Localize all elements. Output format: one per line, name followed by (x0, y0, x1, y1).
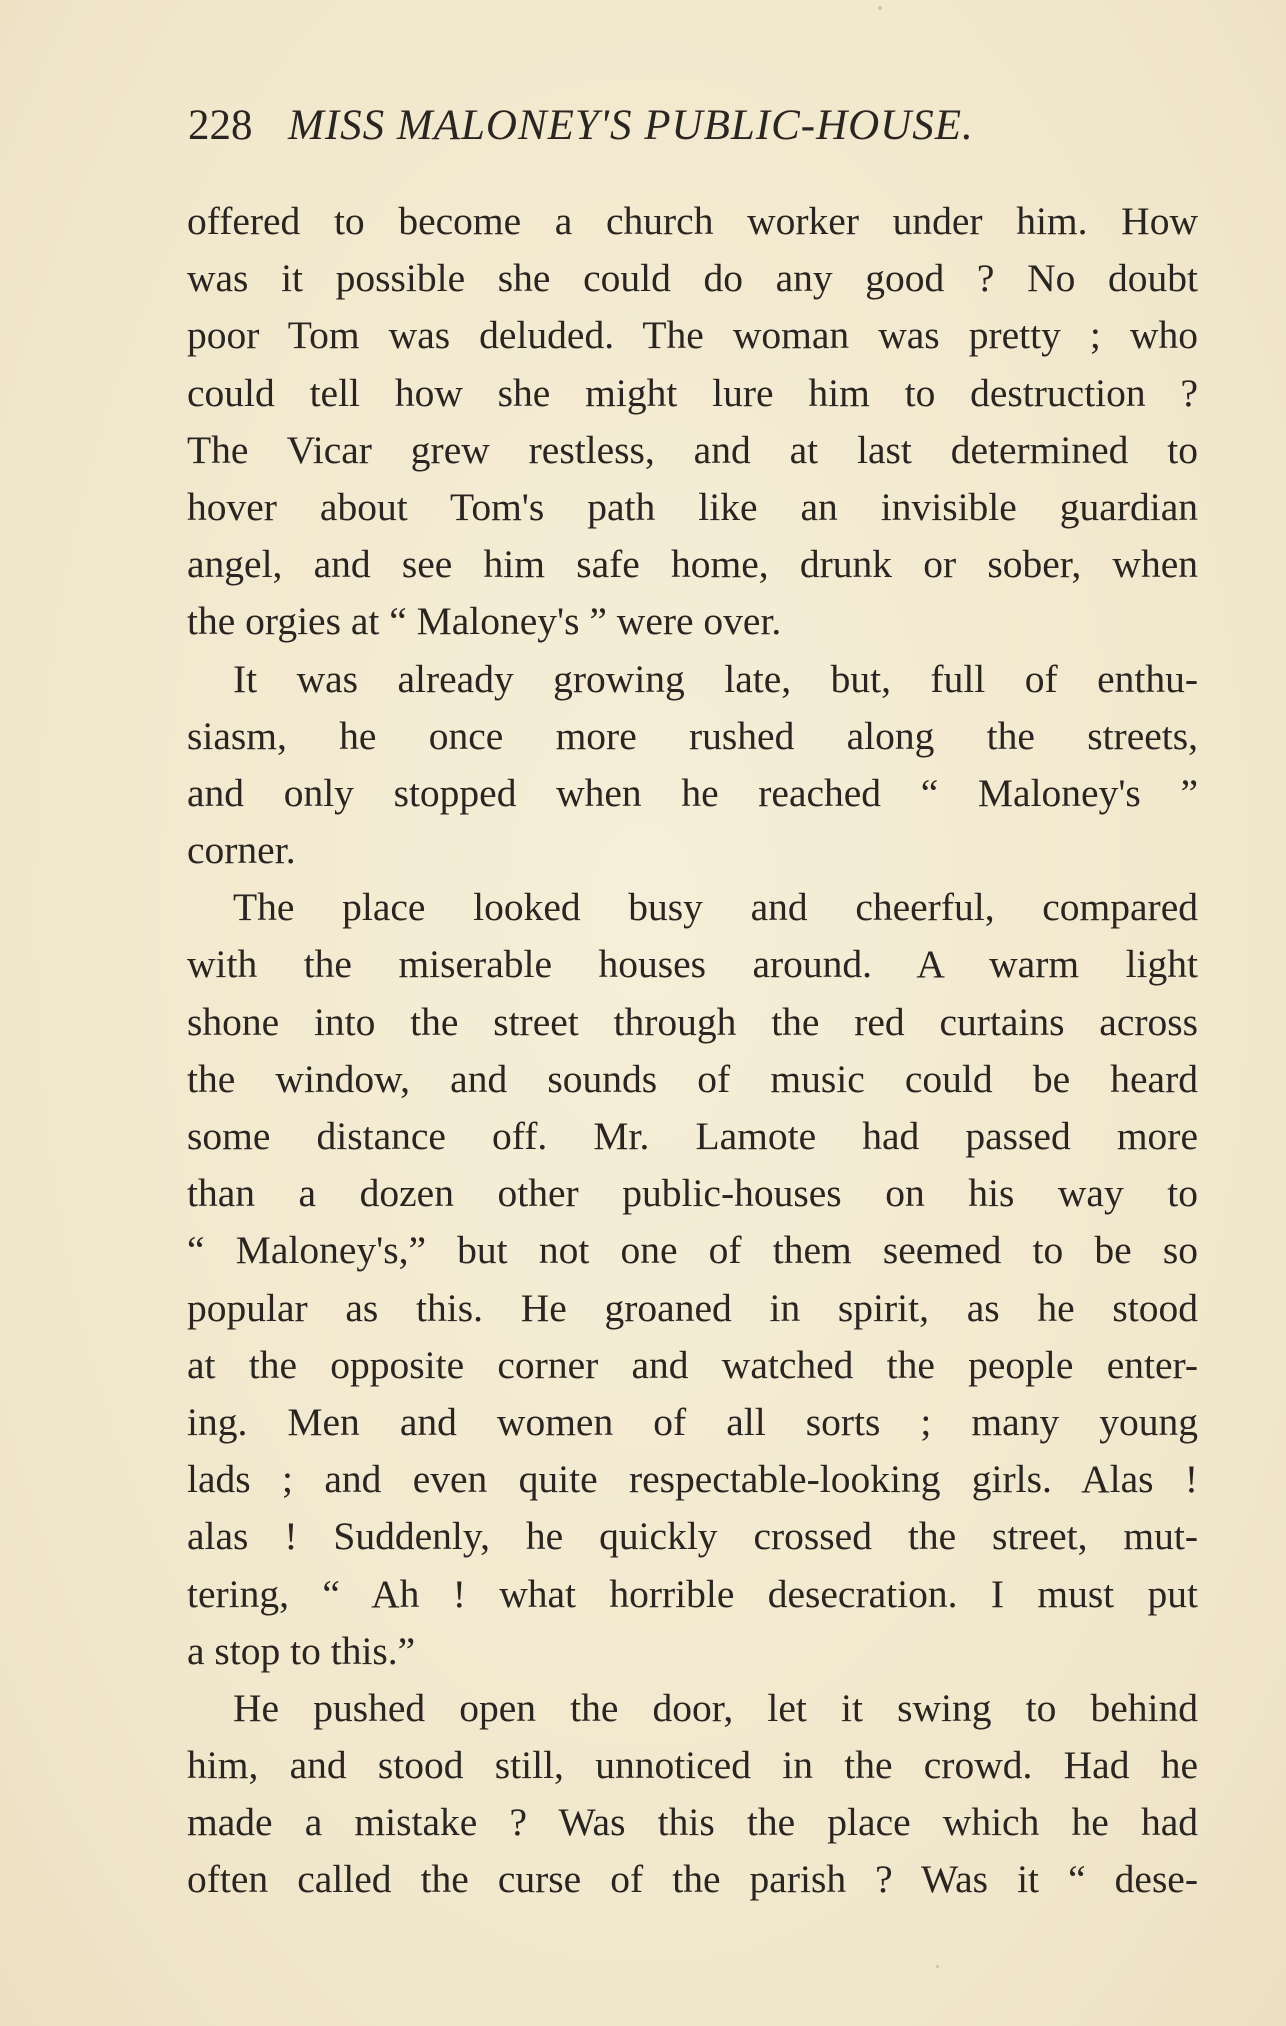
text-line: tering, “ Ah ! what horrible desecration. I must put (187, 1571, 1198, 1616)
text-line: alas ! Suddenly, he quickly crossed the street, mut- (187, 1514, 1198, 1559)
text-line: poor Tom was deluded. The woman was pretty ; who (187, 313, 1198, 358)
paper-spot (878, 6, 882, 10)
text-line: could tell how she might lure him to destruction ? (187, 370, 1198, 415)
text-line: shone into the street through the red curtains across (187, 999, 1198, 1044)
text-line: made a mistake ? Was this the place which he had (187, 1800, 1198, 1845)
text-line: the window, and sounds of music could be heard (187, 1056, 1198, 1101)
text-line: some distance off. Mr. Lamote had passed more (187, 1114, 1198, 1158)
page-number: 228 (188, 102, 253, 149)
running-head (188, 96, 1088, 156)
text-line: often called the curse of the parish ? Was it “ dese- (187, 1857, 1198, 1902)
text-line: at the opposite corner and watched the people enter- (187, 1342, 1198, 1387)
text-line: The Vicar grew restless, and at last determined to (187, 427, 1198, 472)
paragraph-first-line: He pushed open the door, let it swing to behind (233, 1685, 1198, 1730)
running-title: MISS MALONEY'S PUBLIC-HOUSE. (288, 102, 974, 149)
text-line: hover about Tom's path like an invisible guardian (187, 484, 1198, 529)
text-line: popular as this. He groaned in spirit, as he stood (187, 1285, 1198, 1330)
text-line: corner. (187, 828, 296, 873)
text-line: lads ; and even quite respectable-looking girls. Alas ! (187, 1457, 1198, 1502)
text-line: and only stopped when he reached “ Maloney's ” (187, 770, 1198, 815)
text-line: him, and stood still, unnoticed in the crowd. Had he (187, 1743, 1198, 1788)
text-line: siasm, he once more rushed along the streets, (187, 713, 1198, 758)
text-line: ing. Men and women of all sorts ; many young (187, 1399, 1198, 1444)
paper-spot (936, 1965, 939, 1968)
text-line: than a dozen other public-houses on his way to (187, 1171, 1198, 1216)
text-line: angel, and see him safe home, drunk or sober, when (187, 542, 1198, 587)
text-line: a stop to this.” (187, 1628, 416, 1673)
paragraph-first-line: It was already growing late, but, full of enthu- (233, 656, 1198, 701)
text-line: offered to become a church worker under him. How (187, 199, 1198, 243)
text-line: “ Maloney's,” but not one of them seemed to be so (187, 1228, 1198, 1273)
text-line: was it possible she could do any good ? No doubt (187, 256, 1198, 301)
paragraph-first-line: The place looked busy and cheerful, compared (233, 885, 1198, 930)
body-text (187, 193, 1198, 1909)
text-line: with the miserable houses around. A warm light (187, 942, 1198, 987)
text-line: the orgies at “ Maloney's ” were over. (187, 599, 782, 644)
